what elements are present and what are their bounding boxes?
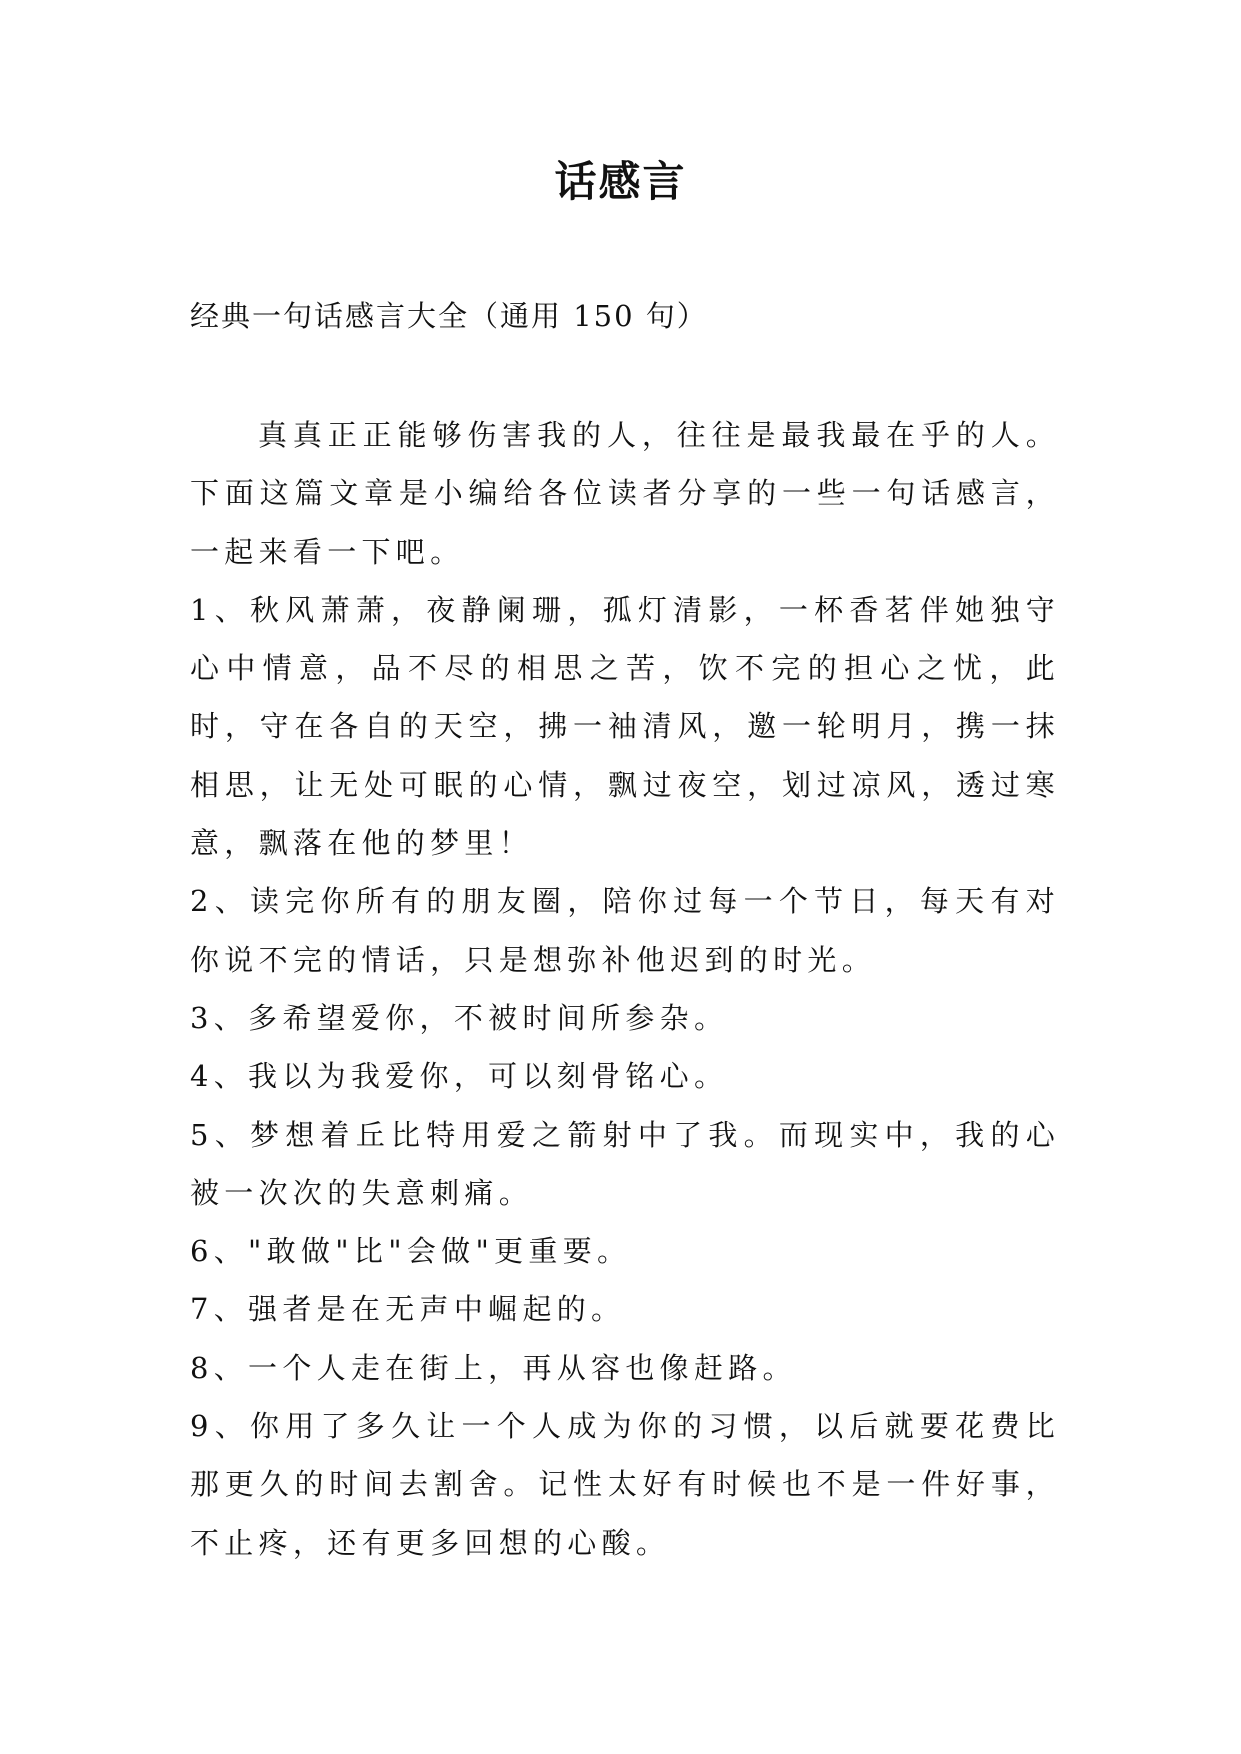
quote-item-2: 2、读完你所有的朋友圈，陪你过每一个节日，每天有对你说不完的情话，只是想弥补他迟到的时光。 bbox=[190, 884, 1060, 977]
intro-paragraph: 真真正正能够伤害我的人，往往是最我最在乎的人。下面这篇文章是小编给各位读者分享的一些一句话感言，一起来看一下吧。 bbox=[190, 418, 1060, 569]
document-body bbox=[190, 406, 1060, 1572]
quote-item-4: 4、我以为我爱你，可以刻骨铭心。 bbox=[190, 1059, 729, 1094]
document-subtitle: 经典一句话感言大全（通用 150 句） bbox=[190, 299, 708, 333]
quote-item-1: 1、秋风萧萧，夜静阑珊，孤灯清影，一杯香茗伴她独守心中情意，品不尽的相思之苦，饮不完的担心之忧，此时，守在各自的天空，拂一袖清风，邀一轮明月，携一抹相思，让无处可眠的心情，飘过夜空，划过凉风，透过寒意，飘落在他的梦里！ bbox=[190, 592, 1060, 861]
quote-item-3: 3、多希望爱你，不被时间所参杂。 bbox=[190, 1000, 729, 1035]
quote-item-6: 6、"敢做"比"会做"更重要。 bbox=[190, 1234, 632, 1269]
document-title: 话感言 bbox=[554, 157, 687, 206]
quote-item-8: 8、一个人走在街上，再从容也像赶路。 bbox=[190, 1350, 797, 1385]
quote-item-7: 7、强者是在无声中崛起的。 bbox=[190, 1292, 626, 1327]
quote-item-5: 5、梦想着丘比特用爱之箭射中了我。而现实中，我的心被一次次的失意刺痛。 bbox=[190, 1117, 1060, 1210]
quote-item-9: 9、你用了多久让一个人成为你的习惯，以后就要花费比那更久的时间去割舍。记性太好有时候也不是一件好事，不止疼，还有更多回想的心酸。 bbox=[190, 1409, 1060, 1560]
